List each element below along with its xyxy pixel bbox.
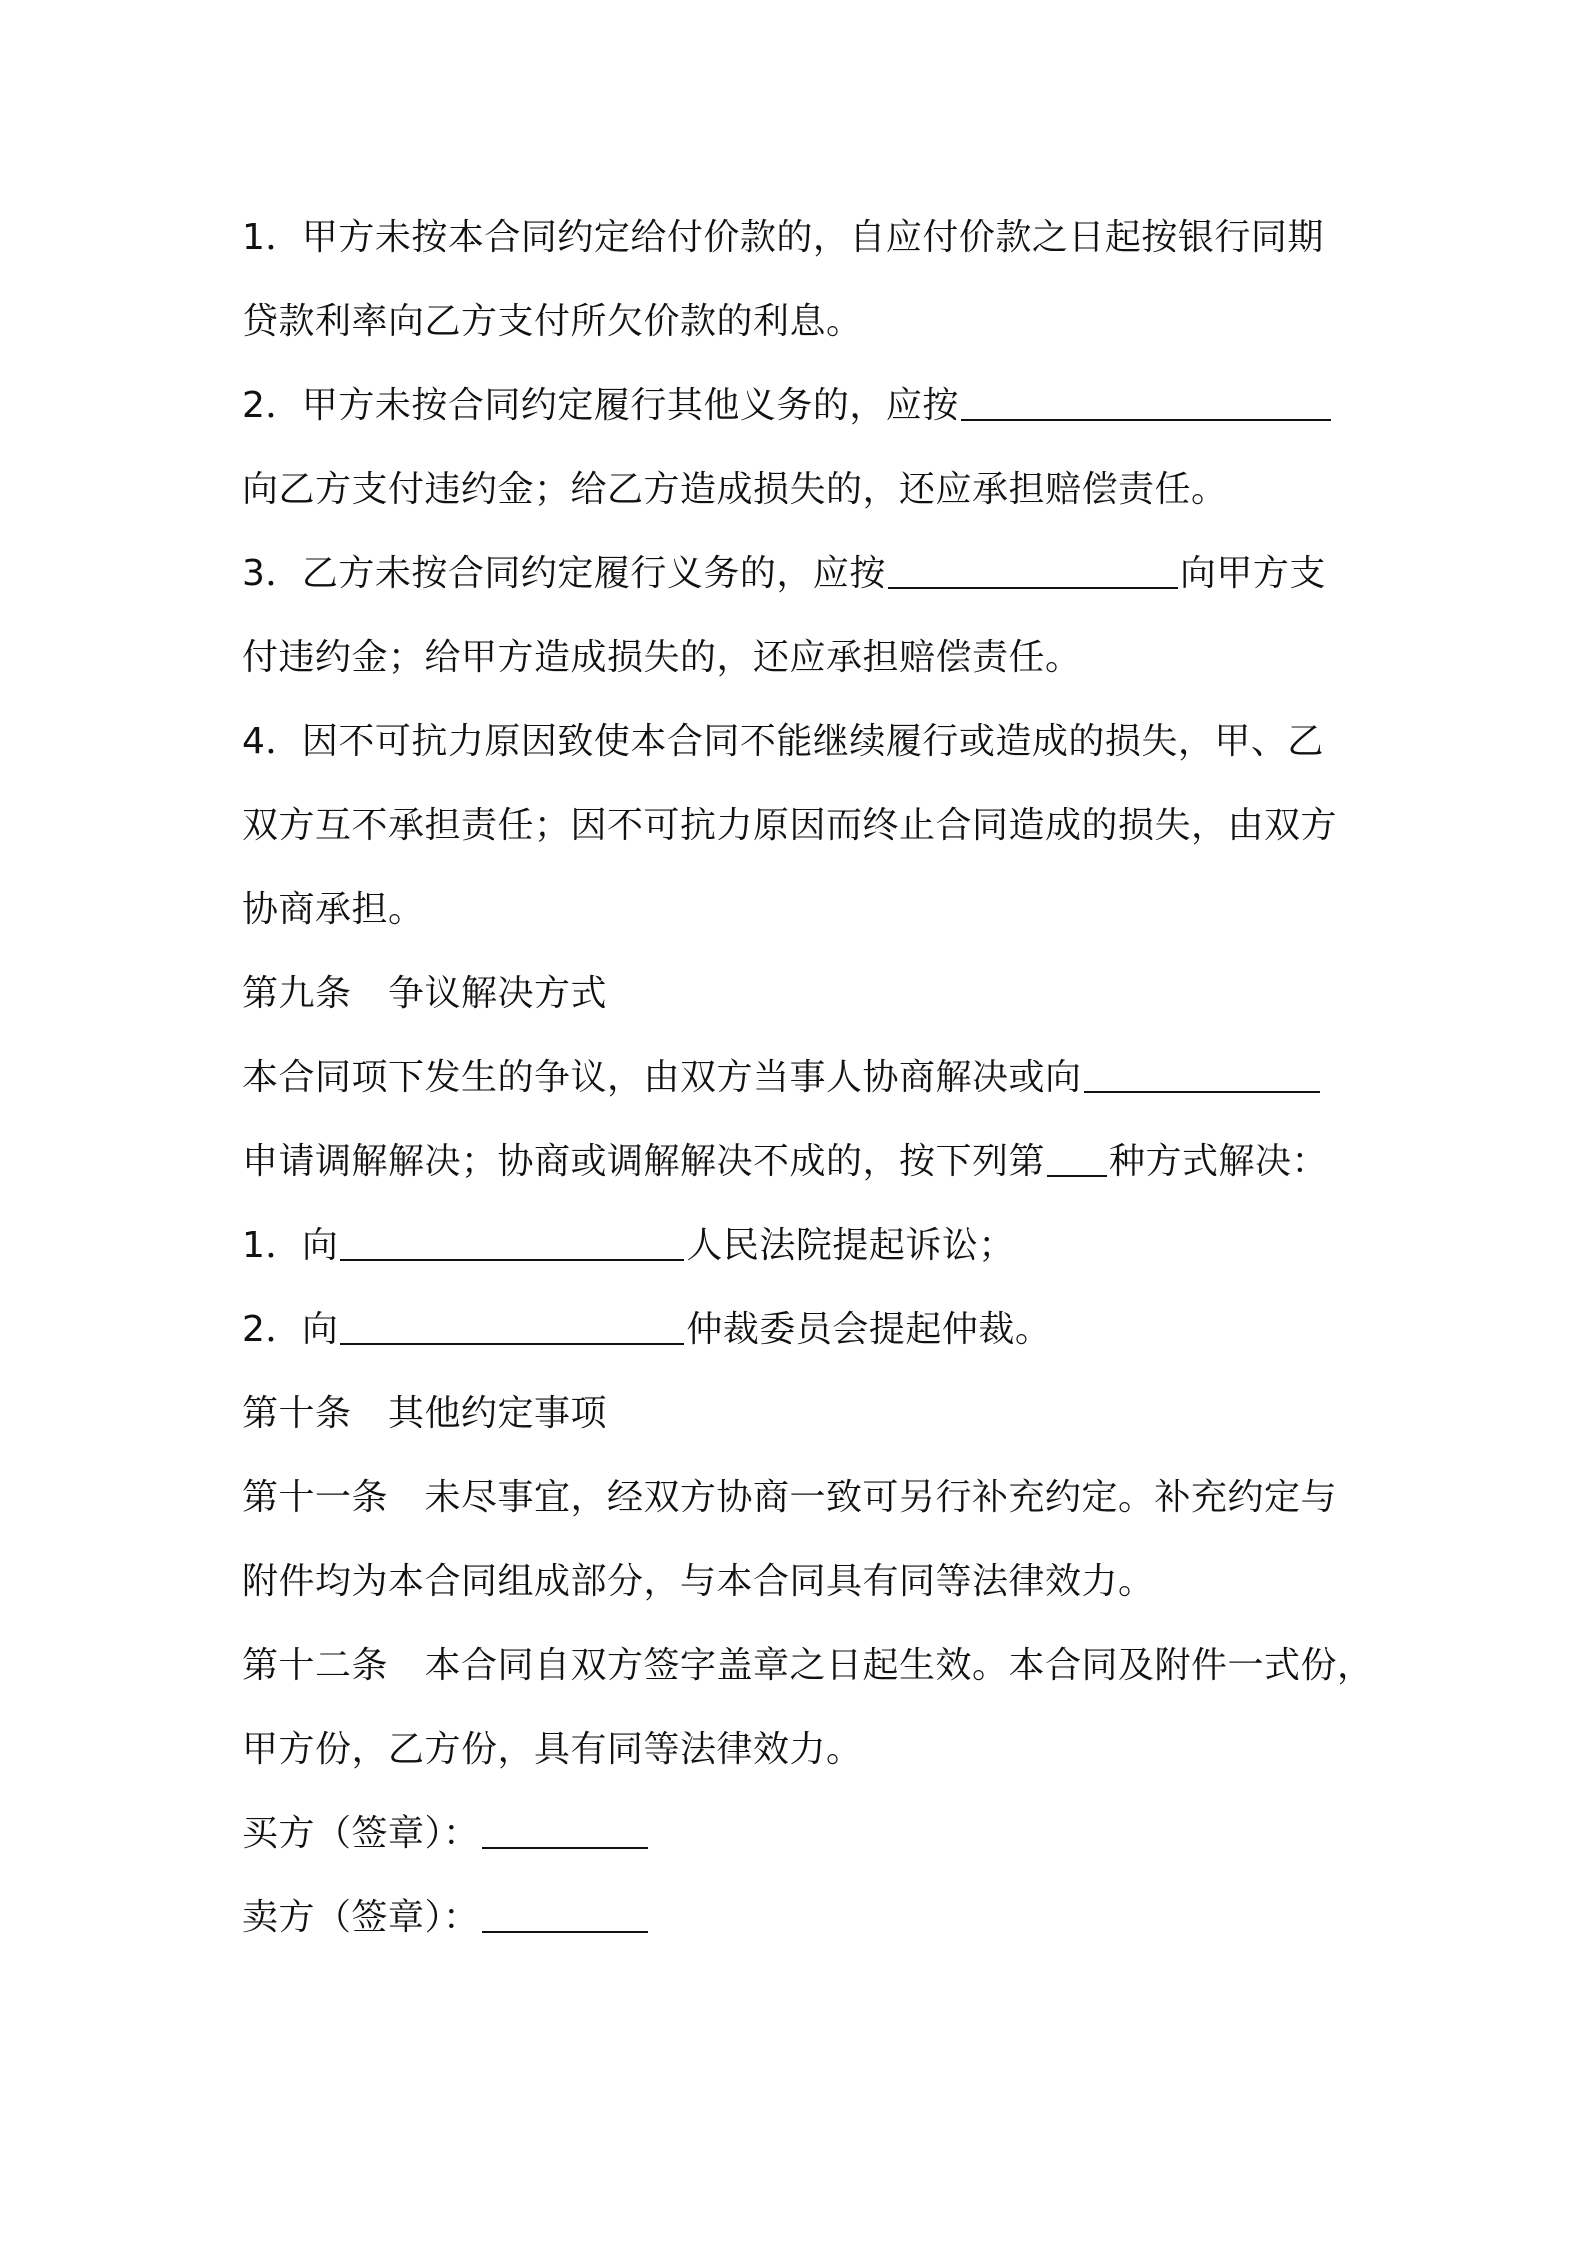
text-segment: 1．向 — [242, 1225, 339, 1266]
signature-line-buyer — [242, 1792, 1372, 1876]
signature-blank — [482, 1895, 648, 1933]
text-line — [242, 1540, 1372, 1624]
fill-in-blank — [340, 1223, 684, 1261]
text-line — [242, 1120, 1372, 1204]
text-segment: 第十二条 本合同自双方签字盖章之日起生效。本合同及附件一式份， — [242, 1645, 1374, 1686]
text-line — [242, 784, 1372, 868]
text-segment: 双方互不承担责任；因不可抗力原因而终止合同造成的损失，由双方 — [242, 805, 1338, 846]
text-segment: 买方（签章）： — [242, 1813, 480, 1854]
contract-body — [242, 196, 1372, 1960]
text-segment: 甲方份，乙方份，具有同等法律效力。 — [242, 1729, 863, 1770]
text-segment: 卖方（签章）： — [242, 1897, 480, 1938]
text-line — [242, 532, 1372, 616]
text-line — [242, 700, 1372, 784]
text-line — [242, 280, 1372, 364]
text-segment: 1．甲方未按本合同约定给付价款的，自应付价款之日起按银行同期 — [242, 217, 1324, 258]
text-segment: 2．甲方未按合同约定履行其他义务的，应按 — [242, 385, 959, 426]
text-line — [242, 364, 1372, 448]
text-line — [242, 616, 1372, 700]
text-segment: 人民法院提起诉讼； — [686, 1225, 1015, 1266]
text-segment: 种方式解决： — [1109, 1141, 1329, 1182]
fill-in-blank — [1084, 1055, 1320, 1093]
text-segment: 第十一条 未尽事宜，经双方协商一致可另行补充约定。补充约定与 — [242, 1477, 1338, 1518]
text-segment: 4．因不可抗力原因致使本合同不能继续履行或造成的损失，甲、乙 — [242, 721, 1324, 762]
text-segment: 申请调解解决；协商或调解解决不成的，按下列第 — [242, 1141, 1046, 1182]
text-segment: 3．乙方未按合同约定履行义务的，应按 — [242, 553, 886, 594]
fill-in-blank — [961, 383, 1331, 421]
text-segment: 向甲方支 — [1179, 553, 1326, 594]
section-heading — [242, 952, 1372, 1036]
fill-in-blank — [888, 551, 1178, 589]
text-line — [242, 868, 1372, 952]
text-line — [242, 1624, 1372, 1708]
text-line — [242, 1036, 1372, 1120]
text-segment: 付违约金；给甲方造成损失的，还应承担赔偿责任。 — [242, 637, 1082, 678]
text-segment: 附件均为本合同组成部分，与本合同具有同等法律效力。 — [242, 1561, 1155, 1602]
section-heading — [242, 1372, 1372, 1456]
text-line — [242, 1288, 1372, 1372]
text-line — [242, 1204, 1372, 1288]
text-segment: 第十条 其他约定事项 — [242, 1393, 608, 1434]
text-segment: 贷款利率向乙方支付所欠价款的利息。 — [242, 301, 863, 342]
signature-blank — [482, 1811, 648, 1849]
text-line — [242, 448, 1372, 532]
text-segment: 仲裁委员会提起仲裁。 — [686, 1309, 1052, 1350]
fill-in-blank — [340, 1307, 684, 1345]
text-line — [242, 1708, 1372, 1792]
text-segment: 第九条 争议解决方式 — [242, 973, 608, 1014]
fill-in-blank — [1047, 1139, 1107, 1177]
text-segment: 向乙方支付违约金；给乙方造成损失的，还应承担赔偿责任。 — [242, 469, 1228, 510]
text-line — [242, 196, 1372, 280]
text-segment: 本合同项下发生的争议，由双方当事人协商解决或向 — [242, 1057, 1082, 1098]
text-segment: 2．向 — [242, 1309, 339, 1350]
text-line — [242, 1456, 1372, 1540]
signature-line-seller — [242, 1876, 1372, 1960]
text-segment: 协商承担。 — [242, 889, 425, 930]
